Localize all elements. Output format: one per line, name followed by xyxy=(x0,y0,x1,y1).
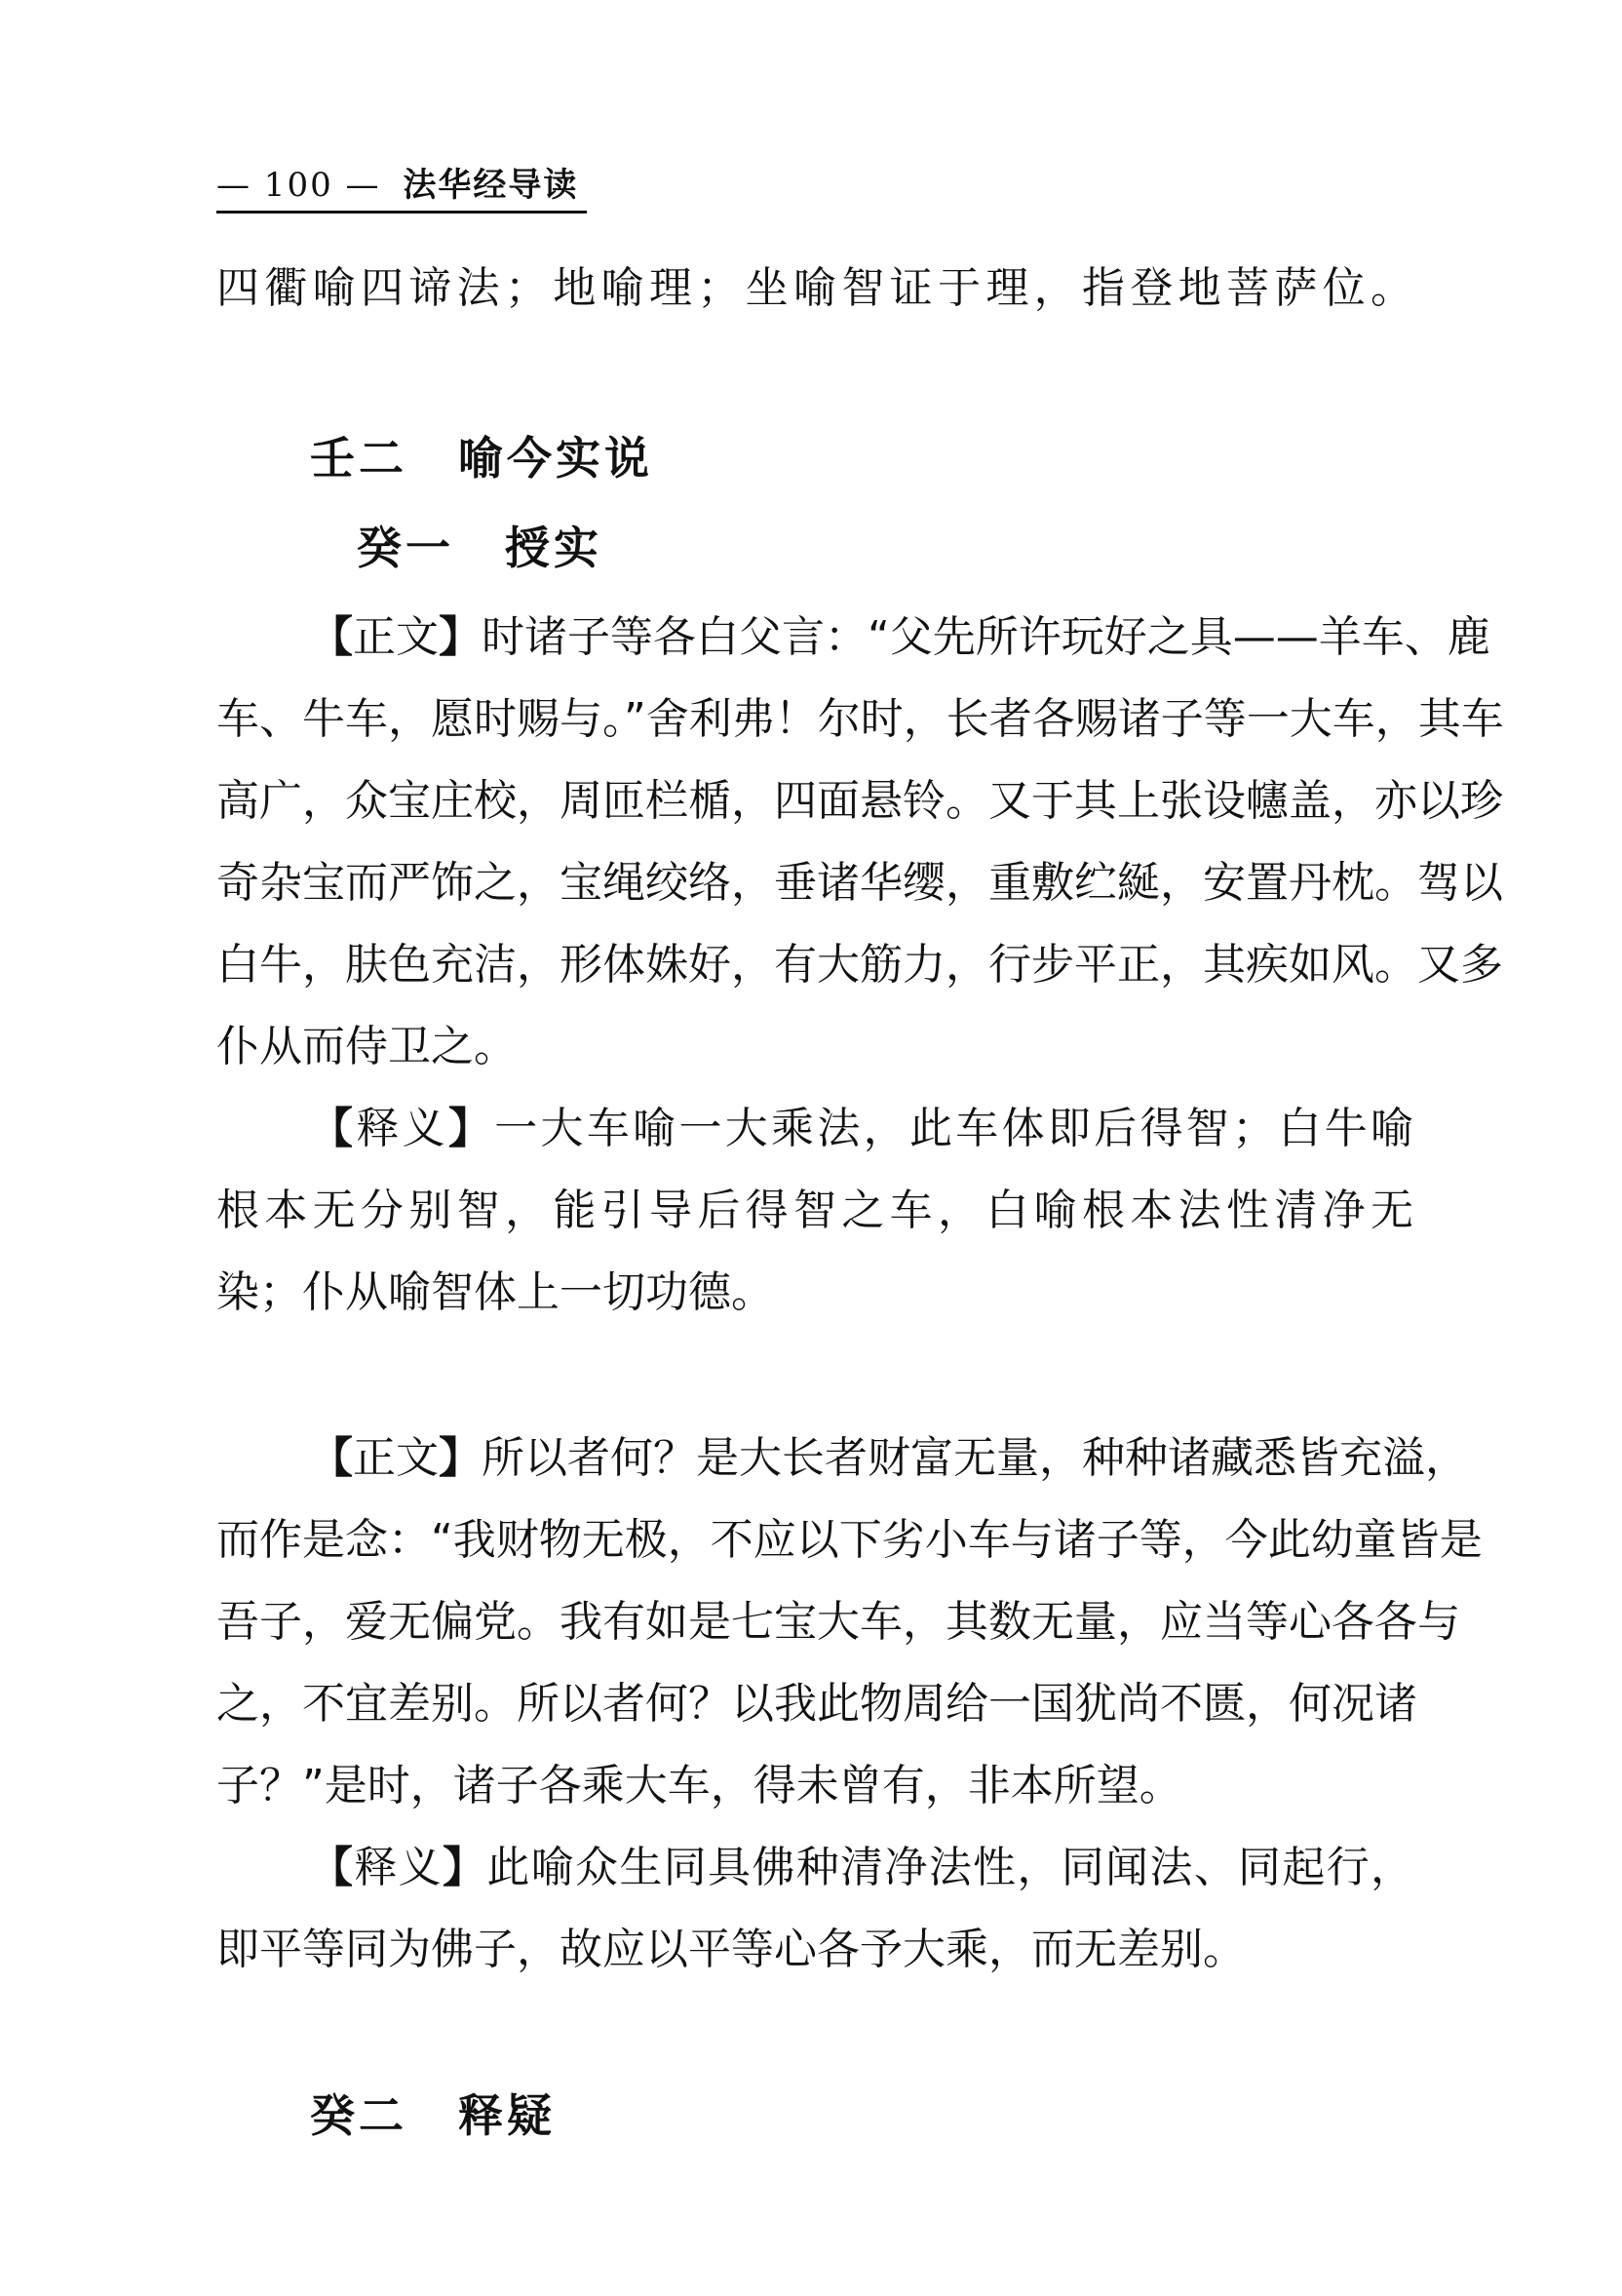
text-tag-shiyi: 【释义】 xyxy=(310,1104,495,1153)
para3-line-2: 而作是念：“我财物无极，不应以下劣小车与诸子等，今此幼童皆是 xyxy=(216,1515,1483,1565)
para1-line-2: 车、牛车，愿时赐与。”舍利弗！尔时，长者各赐诸子等一大车，其车 xyxy=(216,694,1504,744)
para3-line-1: 【正文】所以者何？是大长者财富无量，种种诸藏悉皆充溢， xyxy=(310,1433,1468,1483)
page-number: — 100 — xyxy=(216,166,381,205)
para1-line-3: 高广，众宝庄校，周匝栏楯，四面悬铃。又于其上张设幰盖，亦以珍 xyxy=(216,776,1503,826)
section-label: 癸二 xyxy=(310,2089,407,2142)
running-head xyxy=(216,164,587,214)
para3-line-3: 吾子，爱无偏党。我有如是七宝大车，其数无量，应当等心各各与 xyxy=(216,1597,1460,1647)
text-tag-zhengwen: 【正文】 xyxy=(310,612,482,662)
text-tag-shiyi: 【释义】 xyxy=(310,1843,487,1892)
para3-line-4: 之，不宜差别。所以者何？以我此物周给一国犹尚不匮，何况诸 xyxy=(216,1679,1417,1729)
section-heading-ren2 xyxy=(310,431,653,489)
section-title: 释疑 xyxy=(458,2089,556,2142)
para4-line-1: 【释义】此喻众生同具佛种清净法性，同闻法、同起行， xyxy=(310,1843,1414,1892)
para3-line-5: 子？”是时，诸子各乘大车，得未曾有，非本所望。 xyxy=(216,1761,1182,1810)
para1-line-4: 奇杂宝而严饰之，宝绳绞络，垂诸华缨，重敷纻綖，安置丹枕。驾以 xyxy=(216,858,1503,908)
text-tag-zhengwen: 【正文】 xyxy=(310,1433,482,1483)
section-title: 授实 xyxy=(505,522,602,574)
section-label: 壬二 xyxy=(310,432,407,485)
para1-line-6: 仆从而侍卫之。 xyxy=(216,1022,517,1071)
section-title: 喻今实说 xyxy=(458,432,653,485)
section-label: 癸一 xyxy=(357,522,454,574)
para4-line-2: 即平等同为佛子，故应以平等心各予大乘，而无差别。 xyxy=(216,1925,1246,1974)
para2-line-3: 染；仆从喻智体上一切功德。 xyxy=(216,1267,774,1317)
para1-line-1: 【正文】时诸子等各白父言：“父先所许玩好之具——羊车、鹿 xyxy=(310,612,1490,662)
para1-line-5: 白牛，肤色充洁，形体姝好，有大筋力，行步平正，其疾如风。又多 xyxy=(216,940,1503,990)
section-heading-gui2 xyxy=(310,2088,556,2147)
intro-line: 四衢喻四谛法；地喻理；坐喻智证于理，指登地菩萨位。 xyxy=(216,263,1413,313)
section-heading-gui1 xyxy=(357,521,602,579)
book-title: 法华经导读 xyxy=(403,166,579,205)
para2-line-2: 根本无分别智，能引导后得智之车，白喻根本法性清净无 xyxy=(216,1186,1413,1235)
para2-line-1: 【释义】一大车喻一大乘法，此车体即后得智；白牛喻 xyxy=(310,1104,1414,1153)
